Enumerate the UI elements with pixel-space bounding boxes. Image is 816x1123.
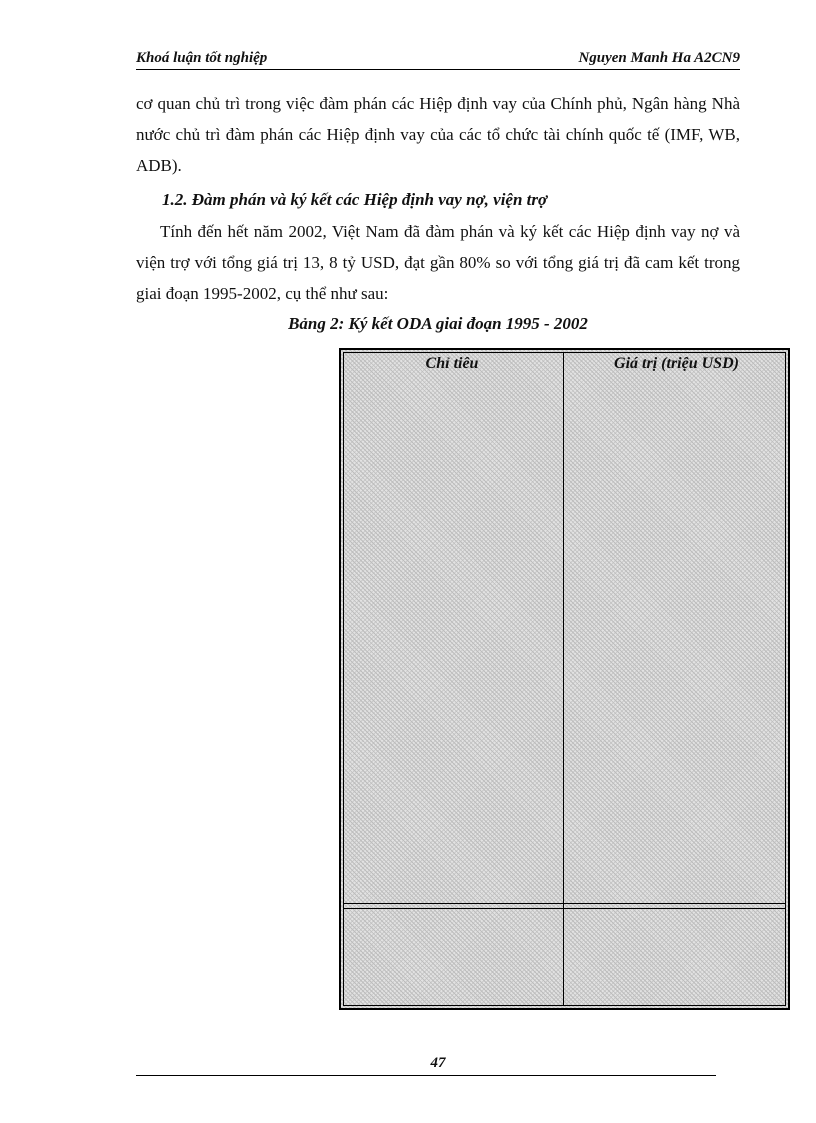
- oda-table: [339, 348, 790, 1010]
- paragraph-2: Tính đến hết năm 2002, Việt Nam đã đàm phán và ký kết các Hiệp định vay nợ và viện trợ với tổng giá trị 13, 8 tỷ USD, đạt gần 80% so với tổng giá trị đã cam kết trong giai đoạn 1995-2002, cụ thể như sau:: [136, 222, 740, 303]
- table-header-indicator: Chỉ tiêu: [425, 355, 479, 372]
- header-title: Khoá luận tốt nghiệp: [136, 50, 268, 66]
- section-heading: 1.2. Đàm phán và ký kết các Hiệp định vay nợ, viện trợ: [162, 190, 548, 209]
- table-title: Bảng 2: Ký kết ODA giai đoạn 1995 - 2002: [288, 314, 588, 333]
- page-number: 47: [430, 1055, 446, 1071]
- paragraph-1: cơ quan chủ trì trong việc đàm phán các Hiệp định vay của Chính phủ, Ngân hàng Nhà nước chủ trì đàm phán các Hiệp định vay của các tổ chức tài chính quốc tế (IMF, WB, ADB).: [136, 94, 740, 175]
- header-divider: [136, 69, 740, 70]
- page-header: [136, 50, 740, 70]
- footer-divider: [136, 1075, 716, 1076]
- table-row-separator: [343, 903, 786, 909]
- header-author: Nguyen Manh Ha A2CN9: [578, 50, 740, 66]
- table-header-value: Giá trị (triệu USD): [614, 355, 739, 372]
